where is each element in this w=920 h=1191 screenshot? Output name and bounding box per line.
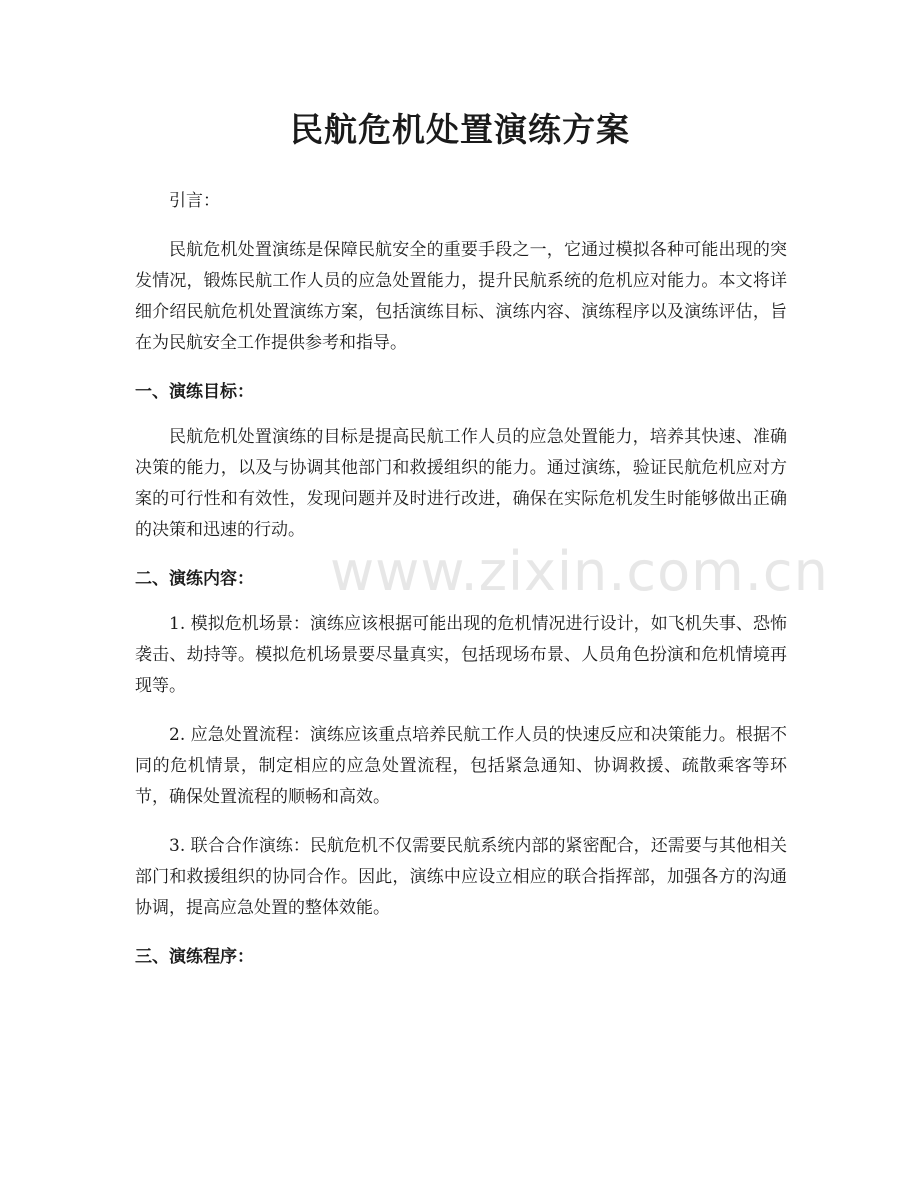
document-title: 民航危机处置演练方案 xyxy=(290,110,630,149)
section-heading-content: 二、演练内容： xyxy=(135,569,254,589)
document-body xyxy=(135,186,787,973)
section-heading-goals: 一、演练目标： xyxy=(135,382,254,402)
section-heading-procedure: 三、演练程序： xyxy=(135,947,254,967)
watermark: www.zixin.com.cn xyxy=(330,540,829,603)
intro-paragraph: 民航危机处置演练是保障民航安全的重要手段之一，它通过模拟各种可能出现的突发情况，锻炼民航工作人员的应急处置能力，提升民航系统的危机应对能力。本文将详细介绍民航危机处置演练方案，包括演练目标、演练内容、演练程序以及演练评估，旨在为民航安全工作提供参考和指导。 xyxy=(135,240,787,353)
goals-paragraph: 民航危机处置演练的目标是提高民航工作人员的应急处置能力，培养其快速、准确决策的能力，以及与协调其他部门和救援组织的能力。通过演练，验证民航危机应对方案的可行性和有效性，发现问题并及时进行改进，确保在实际危机发生时能够做出正确的决策和迅速的行动。 xyxy=(135,427,787,540)
content-item-2: 2. 应急处置流程：演练应该重点培养民航工作人员的快速反应和决策能力。根据不同的危机情景，制定相应的应急处置流程，包括紧急通知、协调救援、疏散乘客等环节，确保处置流程的顺畅和高效。 xyxy=(135,725,787,807)
content-item-1: 1. 模拟危机场景：演练应该根据可能出现的危机情况进行设计，如飞机失事、恐怖袭击、劫持等。模拟危机场景要尽量真实，包括现场布景、人员角色扮演和危机情境再现等。 xyxy=(135,614,787,696)
content-item-3: 3. 联合合作演练：民航危机不仅需要民航系统内部的紧密配合，还需要与其他相关部门和救援组织的协同合作。因此，演练中应设立相应的联合指挥部，加强各方的沟通协调，提高应急处置的整体效能。 xyxy=(135,836,787,918)
intro-label: 引言： xyxy=(169,191,220,211)
